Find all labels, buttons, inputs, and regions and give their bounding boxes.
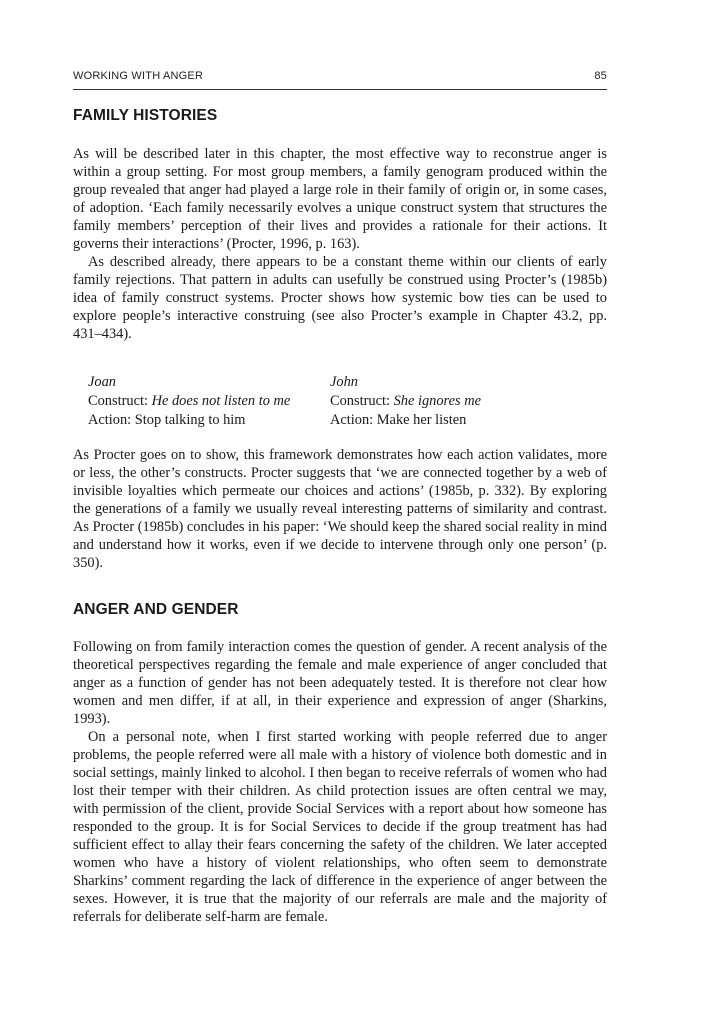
example-construct bbox=[330, 392, 481, 411]
paragraph: As Procter goes on to show, this framework demonstrates how each action validates, more or less, the other’s constructs. Procter suggests that ‘we are connected together by a web of invisible loyalties which permeate our choices and actions’ (1985b, p. 332). By exploring the generations of a family we usually reveal interesting patterns of similarity and contrast. As Procter (1985b) concludes in his paper: ‘We should keep the shared social reality in mind and understand how it works, even if we decide to intervene through only one person’ (p. 350). bbox=[73, 447, 607, 571]
page-number: 85 bbox=[594, 70, 607, 82]
family-histories-body bbox=[73, 145, 607, 343]
family-histories-continuation bbox=[73, 446, 607, 572]
example-name: John bbox=[330, 374, 358, 390]
paragraph: Following on from family interaction comes the question of gender. A recent analysis of the theoretical perspectives regarding the female and male experience of anger concluded that anger as a function of gender has not been adequately tested. It is therefore not clear how women and men differ, if at all, in their experience and expression of anger (Sharkins, 1993). bbox=[73, 639, 607, 727]
anger-and-gender-body bbox=[73, 638, 607, 926]
running-title: WORKING WITH ANGER bbox=[73, 70, 204, 82]
example-action: Action: Stop talking to him bbox=[88, 412, 246, 428]
construct-text: He does not listen to me bbox=[151, 393, 291, 409]
paragraph: As will be described later in this chapter, the most effective way to reconstrue anger is within a group setting. For most group members, a family genogram produced within the group revealed that anger had played a large role in their family of origin or, in some cases, of adoption. ‘Each family necessarily evolves a unique construct system that structures the family members’ perception of their lives and provides a rationale for their actions. It governs their interactions’ (Procter, 1996, p. 163). bbox=[73, 146, 607, 252]
section-heading-anger-and-gender: ANGER AND GENDER bbox=[73, 601, 239, 618]
example-name: Joan bbox=[88, 374, 116, 390]
paragraph: As described already, there appears to be a constant theme within our clients of early family rejections. That pattern in adults can usefully be construed using Procter’s (1985b) idea of family construct systems. Procter shows how systemic bow ties can be used to explore people’s interactive construing (see also Procter’s example in Chapter 43.2, pp. 431–434). bbox=[73, 254, 607, 342]
construct-text: She ignores me bbox=[393, 393, 481, 409]
running-header bbox=[73, 70, 607, 84]
example-action: Action: Make her listen bbox=[330, 412, 467, 428]
construct-label: Construct: bbox=[88, 393, 148, 409]
section-heading-family-histories: FAMILY HISTORIES bbox=[73, 107, 218, 124]
paragraph: On a personal note, when I first started working with people referred due to anger problems, the people referred were all male with a history of violence both domestic and in social settings, mainly linked to alcohol. I then began to receive referrals of women who had lost their temper with their children. As child protection issues are often central we may, with permission of the client, provide Social Services with a report about how someone has responded to the group. It is for Social Services to decide if the group treatment has had sufficient effect to allay their fears concerning the safety of the children. We later accepted women who have a history of violent relationships, who often seem to demonstrate Sharkins’ comment regarding the lack of difference in the experience of anger between the sexes. However, it is true that the majority of our referrals are male and the majority of referrals for deliberate self-harm are female. bbox=[73, 729, 607, 925]
example-column-joan bbox=[88, 373, 290, 430]
example-column-john bbox=[330, 373, 481, 430]
example-construct bbox=[88, 392, 290, 411]
construct-label: Construct: bbox=[330, 393, 390, 409]
header-rule bbox=[73, 89, 607, 90]
